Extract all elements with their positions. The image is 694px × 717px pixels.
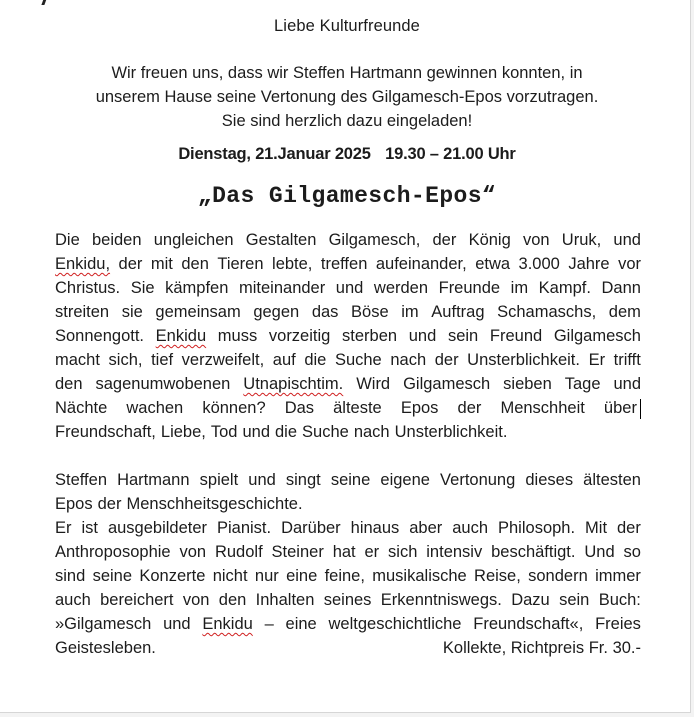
word: spielt	[199, 471, 239, 489]
word: Epos	[400, 399, 439, 417]
intro-line: unserem Hause seine Vertonung des Gilgamesch-Epos vorzutragen.	[95, 88, 599, 106]
word: ausgebildeter	[107, 519, 208, 537]
word: Gilgamesch	[553, 327, 641, 345]
word: aufeinander,	[375, 255, 467, 273]
intro-line: Wir freuen uns, dass wir Steffen Hartmann gewinnen konnten, in	[111, 64, 583, 82]
word: im	[510, 279, 529, 297]
word: seine	[92, 567, 133, 585]
word: Steiner	[271, 543, 324, 561]
greeting: Liebe Kulturfreunde	[274, 17, 420, 35]
word: Dann	[601, 279, 641, 297]
word: sieben	[503, 375, 552, 393]
word: Enkidu	[202, 615, 253, 633]
word: älteste	[333, 399, 382, 417]
word: Freundschaft«,	[473, 615, 584, 633]
word: beiden	[91, 231, 142, 249]
word: Pianist.	[216, 519, 272, 537]
word: Christus.	[55, 279, 121, 297]
word: hat	[332, 543, 356, 561]
word: von	[182, 591, 210, 609]
word: sterben	[342, 327, 398, 345]
word: Suche	[334, 351, 382, 369]
word: macht	[55, 351, 100, 369]
word: gemeinsam	[155, 303, 241, 321]
word: Tieren	[217, 255, 264, 273]
word: miteinander	[239, 279, 326, 297]
word: intensiv	[426, 543, 483, 561]
word: sind	[55, 567, 86, 585]
word: von	[522, 231, 550, 249]
event-title: „Das Gilgamesch-Epos“	[197, 183, 497, 209]
word: Unsterblichkeit.	[467, 351, 580, 369]
word: der	[434, 351, 459, 369]
word: dieses	[525, 471, 574, 489]
word: seine	[330, 471, 371, 489]
text-line	[55, 612, 641, 636]
event-date: Dienstag, 21.Januar 2025	[178, 145, 371, 163]
text-line	[55, 588, 641, 612]
text-line	[55, 564, 641, 588]
word: trifft	[613, 351, 641, 369]
word: Menschheitsgeschichte.	[126, 495, 303, 513]
word: mit	[150, 255, 173, 273]
word: sich	[388, 543, 418, 561]
word: über	[604, 396, 641, 420]
text-line	[55, 372, 641, 396]
word: und	[248, 471, 276, 489]
word: Inhalten	[255, 591, 315, 609]
text-cursor	[640, 399, 641, 419]
word: Freies	[595, 615, 641, 633]
word: dem	[608, 303, 641, 321]
word: so	[623, 543, 641, 561]
word: Nächte	[55, 399, 108, 417]
word: lebte,	[272, 255, 313, 273]
word: der	[617, 519, 641, 537]
text-line	[55, 492, 641, 516]
word: von	[179, 543, 207, 561]
word: Tod	[210, 423, 238, 441]
word: den	[55, 375, 83, 393]
word: der	[97, 495, 122, 513]
word: sein	[559, 591, 590, 609]
word: sie	[121, 303, 143, 321]
word: Schamaschs,	[497, 303, 597, 321]
word: Freunde	[438, 279, 501, 297]
word: Erkenntniswegs.	[380, 591, 502, 609]
word: sein	[447, 327, 479, 345]
paragraph-artist[interactable]	[55, 468, 641, 660]
word: bereichert	[100, 591, 174, 609]
word: der	[432, 231, 457, 249]
word: tief	[151, 351, 174, 369]
word: Enkidu,	[55, 255, 111, 273]
word: werden	[373, 279, 429, 297]
text-line	[55, 252, 641, 276]
word: nicht	[212, 567, 248, 585]
word: seines	[323, 591, 372, 609]
paragraph-story[interactable]	[55, 228, 641, 444]
word: weltgeschichtliche	[328, 615, 462, 633]
text-line	[55, 228, 641, 252]
text-line	[55, 420, 641, 444]
word: Wird	[356, 375, 391, 393]
word: Er	[588, 351, 606, 369]
word: hinaus	[350, 519, 400, 537]
word: Philosoph.	[498, 519, 576, 537]
event-datetime	[0, 145, 694, 164]
word: Steffen	[55, 471, 107, 489]
word: Böse	[351, 303, 389, 321]
word: Utnapischtim.	[243, 375, 344, 393]
word: treffen	[320, 255, 368, 273]
word: nach	[390, 351, 427, 369]
word: Tage	[564, 375, 601, 393]
text-line	[55, 396, 641, 420]
word: beschäftigt.	[491, 543, 576, 561]
word: aber	[409, 519, 443, 537]
word: gegen	[253, 303, 300, 321]
word: eigene	[380, 471, 430, 489]
word: immer	[595, 567, 641, 585]
word: auch	[452, 519, 489, 537]
corner-mark	[41, 0, 47, 5]
word: 3.000	[518, 255, 560, 273]
word: Enkidu	[155, 327, 207, 345]
word: streiten	[55, 303, 110, 321]
word: Hartmann	[117, 471, 190, 489]
word: muss	[217, 327, 258, 345]
word: verzweifelt,	[181, 351, 265, 369]
word: Epos	[55, 495, 93, 513]
text-line	[55, 324, 641, 348]
word: er	[364, 543, 380, 561]
text-line	[55, 636, 641, 660]
word: vor	[618, 255, 641, 273]
word: der	[457, 399, 482, 417]
word: den	[218, 591, 247, 609]
text-line	[55, 276, 641, 300]
word: und	[408, 327, 437, 345]
word: nur	[254, 567, 279, 585]
word: Anthroposophie	[55, 543, 171, 561]
word: Freund	[489, 327, 543, 345]
word: Und	[584, 543, 615, 561]
text-line	[55, 540, 641, 564]
word: Darüber	[281, 519, 341, 537]
word: eine	[285, 615, 317, 633]
word: musikalische	[372, 567, 467, 585]
text-line	[55, 348, 641, 372]
word: ältesten	[583, 471, 641, 489]
word: Reise,	[474, 567, 521, 585]
word: Dazu	[511, 591, 550, 609]
word: –	[264, 615, 274, 633]
word: und	[242, 423, 270, 441]
word: Buch:	[598, 591, 641, 609]
word: Suche	[302, 423, 349, 441]
word: Liebe,	[160, 423, 206, 441]
word: der	[118, 255, 143, 273]
word: Gestalten	[245, 231, 317, 249]
word: ungleichen	[153, 231, 234, 249]
word: sondern	[528, 567, 588, 585]
word: und	[613, 375, 641, 393]
word: können?	[202, 399, 266, 417]
word: Geistesleben.	[55, 639, 156, 657]
word: König	[468, 231, 511, 249]
word: Mit	[585, 519, 608, 537]
word: Kollekte, Richtpreis Fr. 30.-	[442, 639, 641, 657]
word: Sie	[130, 279, 155, 297]
word: Vertonung	[440, 471, 516, 489]
word: Gilgamesch,	[328, 231, 421, 249]
word: Die	[55, 231, 80, 249]
word: die	[275, 423, 298, 441]
word: Er	[55, 519, 72, 537]
word: sich,	[108, 351, 143, 369]
word: den	[181, 255, 209, 273]
text-line	[55, 300, 641, 324]
word: Kampf.	[538, 279, 591, 297]
word: Freundschaft,	[55, 423, 156, 441]
word: »Gilgamesch	[55, 615, 152, 633]
word: das	[311, 303, 339, 321]
word: etwa	[475, 255, 511, 273]
word: Uruk,	[561, 231, 602, 249]
word: sagenumwobenen	[95, 375, 231, 393]
word: und	[613, 231, 641, 249]
word: und	[163, 615, 191, 633]
word: Menschheit	[500, 399, 585, 417]
word: und	[335, 279, 364, 297]
word: kämpfen	[165, 279, 229, 297]
word: eine	[286, 567, 318, 585]
word: auf	[272, 351, 296, 369]
word: feine,	[324, 567, 365, 585]
word: Jahre	[568, 255, 610, 273]
word: auch	[55, 591, 91, 609]
word: Sonnengott.	[55, 327, 144, 345]
word: Rudolf	[214, 543, 263, 561]
word: singt	[285, 471, 321, 489]
word: vorzeitig	[268, 327, 331, 345]
word: wachen	[126, 399, 184, 417]
word: die	[304, 351, 327, 369]
intro-line: Sie sind herzlich dazu eingeladen!	[221, 112, 473, 130]
word: Konzerte	[139, 567, 206, 585]
intro-text	[0, 61, 694, 133]
word: Das	[284, 399, 315, 417]
word: Auftrag	[431, 303, 485, 321]
word: ist	[81, 519, 98, 537]
word: Gilgamesch	[403, 375, 491, 393]
event-time: 19.30 – 21.00 Uhr	[385, 145, 516, 163]
word: Unsterblichkeit.	[394, 423, 508, 441]
text-line	[55, 516, 641, 540]
word: nach	[353, 423, 390, 441]
text-line	[55, 468, 641, 492]
word: im	[401, 303, 419, 321]
